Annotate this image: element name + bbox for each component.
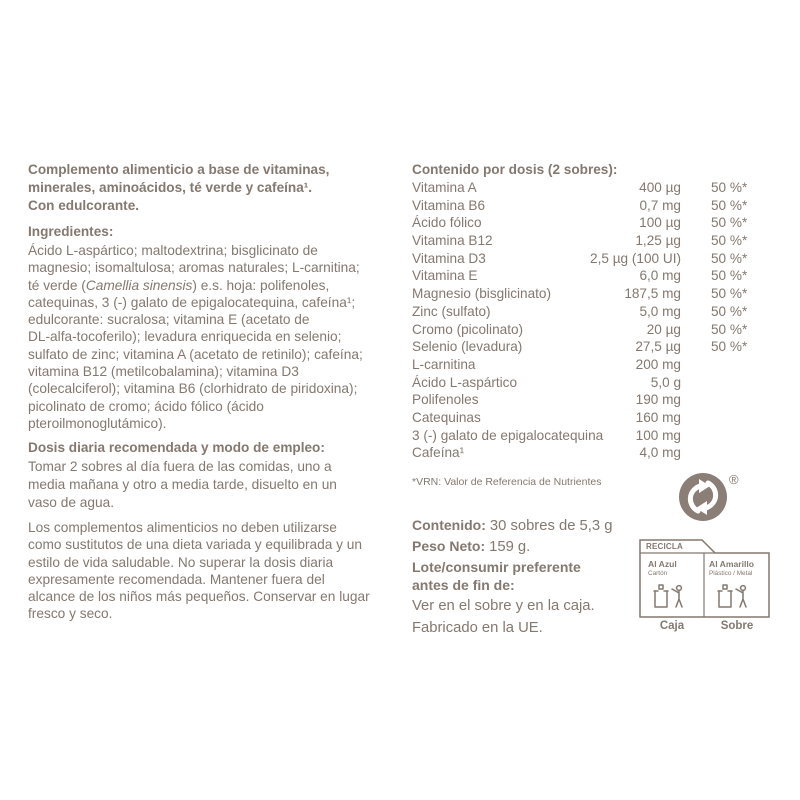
bin-blue-item: Caja: [659, 620, 685, 632]
nutrient-amount: 2,5 µg (100 UI): [590, 250, 681, 266]
warning-line: estilo de vida saludable. No superar la dosis diaria: [28, 554, 334, 570]
dosage-line: Tomar 2 sobres al día fuera de las comidas, uno a: [28, 459, 332, 474]
recycle-title: RECICLA: [646, 542, 683, 551]
nutrient-amount: 5,0 mg: [639, 303, 681, 319]
table-row: [412, 303, 772, 321]
warning-line: Los complementos alimenticios no deben utilizarse: [28, 520, 337, 535]
contents-line: [412, 515, 612, 536]
batch-label-line: antes de fin de:: [412, 577, 515, 593]
nutrient-name: Vitamina B12: [412, 233, 493, 249]
table-row: [412, 391, 772, 409]
dosage-line: vaso de agua.: [28, 495, 114, 510]
nutrient-vrn: 50 %*: [711, 303, 748, 319]
nutrient-vrn: 50 %*: [711, 321, 748, 337]
batch-label: [412, 558, 581, 594]
warning-line: expresamente recomendada. Mantener fuera del: [28, 571, 325, 587]
description-line: Complemento alimenticio a base de vitaminas,: [28, 162, 330, 177]
table-row: [412, 197, 772, 215]
table-row: [412, 321, 772, 339]
net-weight-line: [412, 536, 530, 557]
nutrient-name: Ácido L-aspártico: [412, 374, 518, 390]
nutrient-amount: 190 mg: [635, 392, 681, 408]
description-line: minerales, aminoácidos, té verde y cafeína¹.: [28, 180, 313, 195]
nutrient-vrn: 50 %*: [711, 233, 748, 249]
ingredients-line: catequinas, 3 (-) galato de epigalocatequina, cafeína¹;: [28, 294, 356, 310]
ingredients-line: edulcorante: sucralosa; vitamina E (acetato de: [28, 312, 310, 328]
nutrition-table: [412, 179, 772, 462]
description-line: Con edulcorante.: [28, 198, 140, 213]
nutrient-amount: 27,5 µg: [635, 339, 681, 355]
nutrient-amount: 160 mg: [635, 409, 681, 425]
table-row: [412, 427, 772, 445]
nutrient-name: Magnesio (bisglicinato): [412, 286, 552, 302]
table-row: [412, 285, 772, 303]
ingredients-text: té verde (: [28, 277, 86, 293]
warning-line: alcance de los niños más pequeños. Conservar en lugar: [28, 589, 370, 605]
warning-line: fresco y seco.: [28, 606, 113, 622]
nutrient-amount: 400 µg: [639, 180, 681, 195]
nutrient-vrn: 50 %*: [711, 197, 748, 213]
nutrient-name: L-carnitina: [412, 356, 476, 372]
nutrient-amount: 200 mg: [635, 356, 681, 372]
net-weight-value: 159 g.: [489, 539, 531, 555]
vrn-footnote: *VRN: Valor de Referencia de Nutrientes: [412, 476, 602, 488]
bin-blue-label: Al Azul: [648, 559, 677, 569]
bin-yellow-item: Sobre: [720, 620, 754, 632]
nutrition-heading: Contenido por dosis (2 sobres):: [412, 162, 618, 177]
ingredients-line: picolinato de cromo; ácido fólico (ácido: [28, 398, 264, 414]
dosage-instructions: [28, 458, 337, 512]
warning-line: como sustitutos de una dieta variada y equilibrada y un: [28, 537, 363, 553]
nutrient-name: Vitamina D3: [412, 250, 486, 266]
nutrient-vrn: 50 %*: [711, 180, 748, 195]
ingredients-line: DL-alfa-tocoferilo); levadura enriquecida en selenio;: [28, 329, 342, 345]
table-row: [412, 338, 772, 356]
green-dot-icon: [678, 472, 728, 522]
table-row: [412, 444, 772, 462]
bin-yellow-label: Al Amarillo: [709, 559, 755, 569]
botanical-name: Camellia sinensis: [85, 277, 193, 293]
nutrient-vrn: 50 %*: [711, 286, 748, 302]
nutrient-vrn: 50 %*: [711, 250, 748, 266]
ingredients-line: sulfato de zinc; vitamina A (acetato de retinilo); cafeína;: [28, 346, 363, 362]
bin-blue-material: Cartón: [648, 570, 668, 577]
ingredients-line: vitamina B12 (metilcobalamina); vitamina D3: [28, 364, 299, 380]
table-row: [412, 409, 772, 427]
table-row: [412, 356, 772, 374]
nutrient-vrn: 50 %*: [711, 215, 748, 231]
nutrient-name: 3 (-) galato de epigalocatequina: [412, 427, 604, 443]
contents-value: 30 sobres de 5,3 g: [489, 518, 613, 534]
nutrient-amount: 100 mg: [635, 427, 681, 443]
nutrient-amount: 6,0 mg: [639, 268, 681, 284]
nutrient-name: Zinc (sulfato): [412, 303, 491, 319]
table-row: [412, 179, 772, 197]
nutrient-name: Vitamina B6: [412, 197, 486, 213]
contents-label: Contenido:: [412, 517, 486, 533]
nutrient-amount: 187,5 mg: [624, 286, 681, 302]
table-row: [412, 232, 772, 250]
table-row: [412, 250, 772, 268]
ingredients-list: [28, 242, 363, 432]
nutrient-amount: 20 µg: [646, 321, 681, 337]
product-description: [28, 161, 329, 215]
dosage-heading: Dosis diaria recomendada y modo de empleo:: [28, 440, 325, 455]
table-row: [412, 214, 772, 232]
nutrient-amount: 100 µg: [639, 215, 681, 231]
nutrient-name: Ácido fólico: [412, 215, 482, 231]
batch-label-line: Lote/consumir preferente: [412, 559, 581, 575]
nutrient-vrn: 50 %*: [711, 339, 748, 355]
warning-text: [28, 519, 370, 623]
nutrient-name: Vitamina A: [412, 180, 477, 195]
ingredients-line: [28, 277, 363, 294]
origin: Fabricado en la UE.: [412, 620, 543, 636]
ingredients-line: pteroilmonoglutámico).: [28, 415, 167, 431]
person-throwing-in-bin-icon: [716, 583, 752, 610]
table-row: [412, 374, 772, 392]
ingredients-text: ) e.s. hoja: polifenoles,: [192, 277, 330, 293]
ingredients-line: (colecalciferol); vitamina B6 (clorhidrato de piridoxina);: [28, 381, 358, 397]
bin-yellow-material: Plástico / Metal: [709, 570, 753, 577]
batch-value: Ver en el sobre y en la caja.: [412, 598, 595, 614]
nutrient-amount: 4,0 mg: [639, 445, 681, 461]
dosage-line: media mañana y otro a media tarde, disuelto en un: [28, 477, 337, 492]
nutrient-amount: 5,0 g: [650, 374, 681, 390]
registered-mark: ®: [729, 472, 739, 487]
nutrient-name: Vitamina E: [412, 268, 478, 284]
nutrient-vrn: 50 %*: [711, 268, 748, 284]
nutrient-name: Selenio (levadura): [412, 339, 523, 355]
nutrient-name: Polifenoles: [412, 392, 479, 408]
net-weight-label: Peso Neto:: [412, 538, 486, 554]
ingredients-heading: Ingredientes:: [28, 224, 114, 239]
nutrient-name: Catequinas: [412, 409, 481, 425]
nutrient-amount: 1,25 µg: [635, 233, 681, 249]
table-row: [412, 267, 772, 285]
ingredients-line: magnesio; isomaltulosa; aromas naturales; L-carnitina;: [28, 260, 360, 276]
nutrient-name: Cafeína¹: [412, 445, 465, 461]
nutrient-name: Cromo (picolinato): [412, 321, 524, 337]
person-throwing-in-bin-icon: [652, 583, 688, 610]
nutrient-amount: 0,7 mg: [639, 197, 681, 213]
ingredients-line: Ácido L-aspártico; maltodextrina; bisglicinato de: [28, 243, 318, 258]
